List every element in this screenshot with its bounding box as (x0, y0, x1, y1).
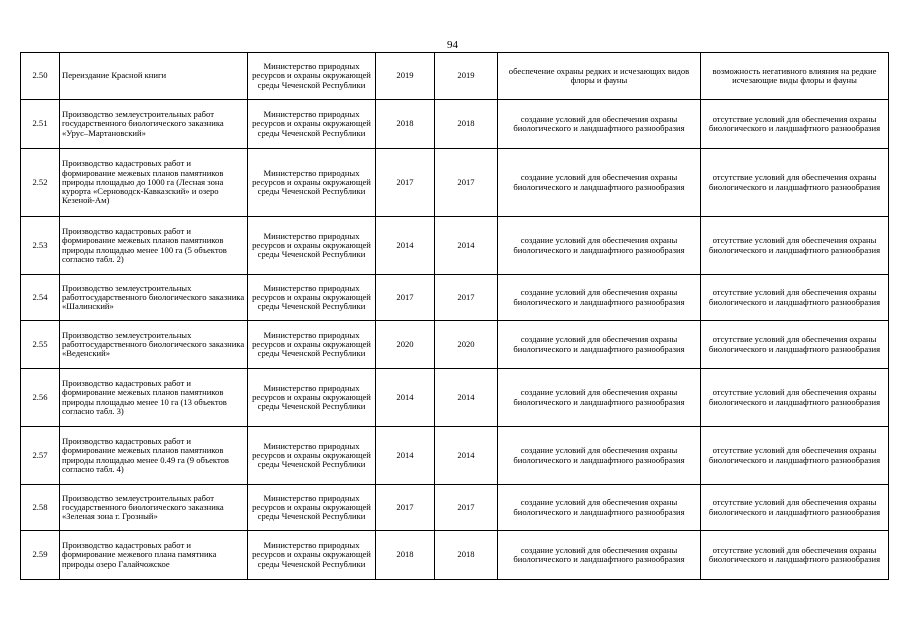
end-year: 2017 (435, 275, 498, 321)
end-year: 2020 (435, 321, 498, 369)
start-year: 2018 (376, 100, 435, 149)
expected-result: создание условий для обеспечения охраны биологического и ландшафтного разнообразия (498, 369, 701, 427)
end-year: 2018 (435, 531, 498, 580)
executor: Министерство природных ресурсов и охраны окружающей среды Чеченской Республики (248, 100, 376, 149)
row-number: 2.56 (21, 369, 60, 427)
executor: Министерство природных ресурсов и охраны окружающей среды Чеченской Республики (248, 485, 376, 531)
end-year: 2017 (435, 149, 498, 217)
row-number: 2.51 (21, 100, 60, 149)
expected-result: создание условий для обеспечения охраны биологического и ландшафтного разнообразия (498, 149, 701, 217)
start-year: 2017 (376, 485, 435, 531)
consequences: отсутствие условий для обеспечения охраны биологического и ландшафтного разнообразия (701, 275, 889, 321)
consequences: отсутствие условий для обеспечения охраны биологического и ландшафтного разнообразия (701, 321, 889, 369)
table-row (21, 427, 889, 485)
row-number: 2.59 (21, 531, 60, 580)
executor: Министерство природных ресурсов и охраны окружающей среды Чеченской Республики (248, 427, 376, 485)
start-year: 2017 (376, 275, 435, 321)
table-row (21, 100, 889, 149)
expected-result: создание условий для обеспечения охраны биологического и ландшафтного разнообразия (498, 100, 701, 149)
row-number: 2.58 (21, 485, 60, 531)
table-row (21, 275, 889, 321)
expected-result: создание условий для обеспечения охраны биологического и ландшафтного разнообразия (498, 427, 701, 485)
executor: Министерство природных ресурсов и охраны окружающей среды Чеченской Республики (248, 217, 376, 275)
executor: Министерство природных ресурсов и охраны окружающей среды Чеченской Республики (248, 275, 376, 321)
row-number: 2.55 (21, 321, 60, 369)
table-row (21, 217, 889, 275)
measure-name: Производство кадастровых работ и формирование межевых планов памятников природы площадью до 1000 га (Лесная зона курорта «Серноводск-Кавказский» и озеро Кезеной-Ам) (60, 149, 248, 217)
table-row (21, 369, 889, 427)
start-year: 2014 (376, 427, 435, 485)
start-year: 2017 (376, 149, 435, 217)
table-row (21, 321, 889, 369)
table-row (21, 485, 889, 531)
table-row (21, 149, 889, 217)
start-year: 2018 (376, 531, 435, 580)
row-number: 2.53 (21, 217, 60, 275)
measure-name: Производство кадастровых работ и формирование межевых планов памятников природы площадью менее 0.49 га (9 объектов согласно табл. 4) (60, 427, 248, 485)
consequences: отсутствие условий для обеспечения охраны биологического и ландшафтного разнообразия (701, 149, 889, 217)
end-year: 2014 (435, 427, 498, 485)
consequences: отсутствие условий для обеспечения охраны биологического и ландшафтного разнообразия (701, 485, 889, 531)
measures-table (20, 52, 889, 580)
row-number: 2.54 (21, 275, 60, 321)
executor: Министерство природных ресурсов и охраны окружающей среды Чеченской Республики (248, 53, 376, 100)
table-body (21, 53, 889, 580)
executor: Министерство природных ресурсов и охраны окружающей среды Чеченской Республики (248, 531, 376, 580)
executor: Министерство природных ресурсов и охраны окружающей среды Чеченской Республики (248, 321, 376, 369)
executor: Министерство природных ресурсов и охраны окружающей среды Чеченской Республики (248, 149, 376, 217)
executor: Министерство природных ресурсов и охраны окружающей среды Чеченской Республики (248, 369, 376, 427)
consequences: возможность негативного влияния на редкие исчезающие виды флоры и фауны (701, 53, 889, 100)
expected-result: создание условий для обеспечения охраны биологического и ландшафтного разнообразия (498, 217, 701, 275)
row-number: 2.50 (21, 53, 60, 100)
start-year: 2019 (376, 53, 435, 100)
measure-name: Производство землеустроительных работгосударственного биологического заказника «Веденский» (60, 321, 248, 369)
measure-name: Производство кадастровых работ и формирование межевых планов памятников природы площадью менее 10 га (13 объектов согласно табл. 3) (60, 369, 248, 427)
table-row (21, 53, 889, 100)
row-number: 2.52 (21, 149, 60, 217)
table-row (21, 531, 889, 580)
consequences: отсутствие условий для обеспечения охраны биологического и ландшафтного разнообразия (701, 100, 889, 149)
page-number: 94 (447, 39, 458, 51)
measure-name: Производство кадастровых работ и формирование межевого плана памятника природы озеро Галайчожское (60, 531, 248, 580)
expected-result: создание условий для обеспечения охраны биологического и ландшафтного разнообразия (498, 485, 701, 531)
measure-name: Производство землеустроительных работ государственного биологического заказника «Зеленая зона г. Грозный» (60, 485, 248, 531)
end-year: 2019 (435, 53, 498, 100)
consequences: отсутствие условий для обеспечения охраны биологического и ландшафтного разнообразия (701, 369, 889, 427)
expected-result: обеспечение охраны редких и исчезающих видов флоры и фауны (498, 53, 701, 100)
measure-name: Производство землеустроительных работ государственного биологического заказника «Урус–Мартановский» (60, 100, 248, 149)
end-year: 2018 (435, 100, 498, 149)
end-year: 2014 (435, 369, 498, 427)
start-year: 2020 (376, 321, 435, 369)
end-year: 2014 (435, 217, 498, 275)
consequences: отсутствие условий для обеспечения охраны биологического и ландшафтного разнообразия (701, 531, 889, 580)
consequences: отсутствие условий для обеспечения охраны биологического и ландшафтного разнообразия (701, 427, 889, 485)
expected-result: создание условий для обеспечения охраны биологического и ландшафтного разнообразия (498, 275, 701, 321)
expected-result: создание условий для обеспечения охраны биологического и ландшафтного разнообразия (498, 531, 701, 580)
start-year: 2014 (376, 217, 435, 275)
expected-result: создание условий для обеспечения охраны биологического и ландшафтного разнообразия (498, 321, 701, 369)
start-year: 2014 (376, 369, 435, 427)
measure-name: Производство землеустроительных работгосударственного биологического заказника «Шалинский» (60, 275, 248, 321)
end-year: 2017 (435, 485, 498, 531)
measure-name: Производство кадастровых работ и формирование межевых планов памятников природы площадью менее 100 га (5 объектов согласно табл. 2) (60, 217, 248, 275)
consequences: отсутствие условий для обеспечения охраны биологического и ландшафтного разнообразия (701, 217, 889, 275)
measure-name: Переиздание Красной книги (60, 53, 248, 100)
row-number: 2.57 (21, 427, 60, 485)
